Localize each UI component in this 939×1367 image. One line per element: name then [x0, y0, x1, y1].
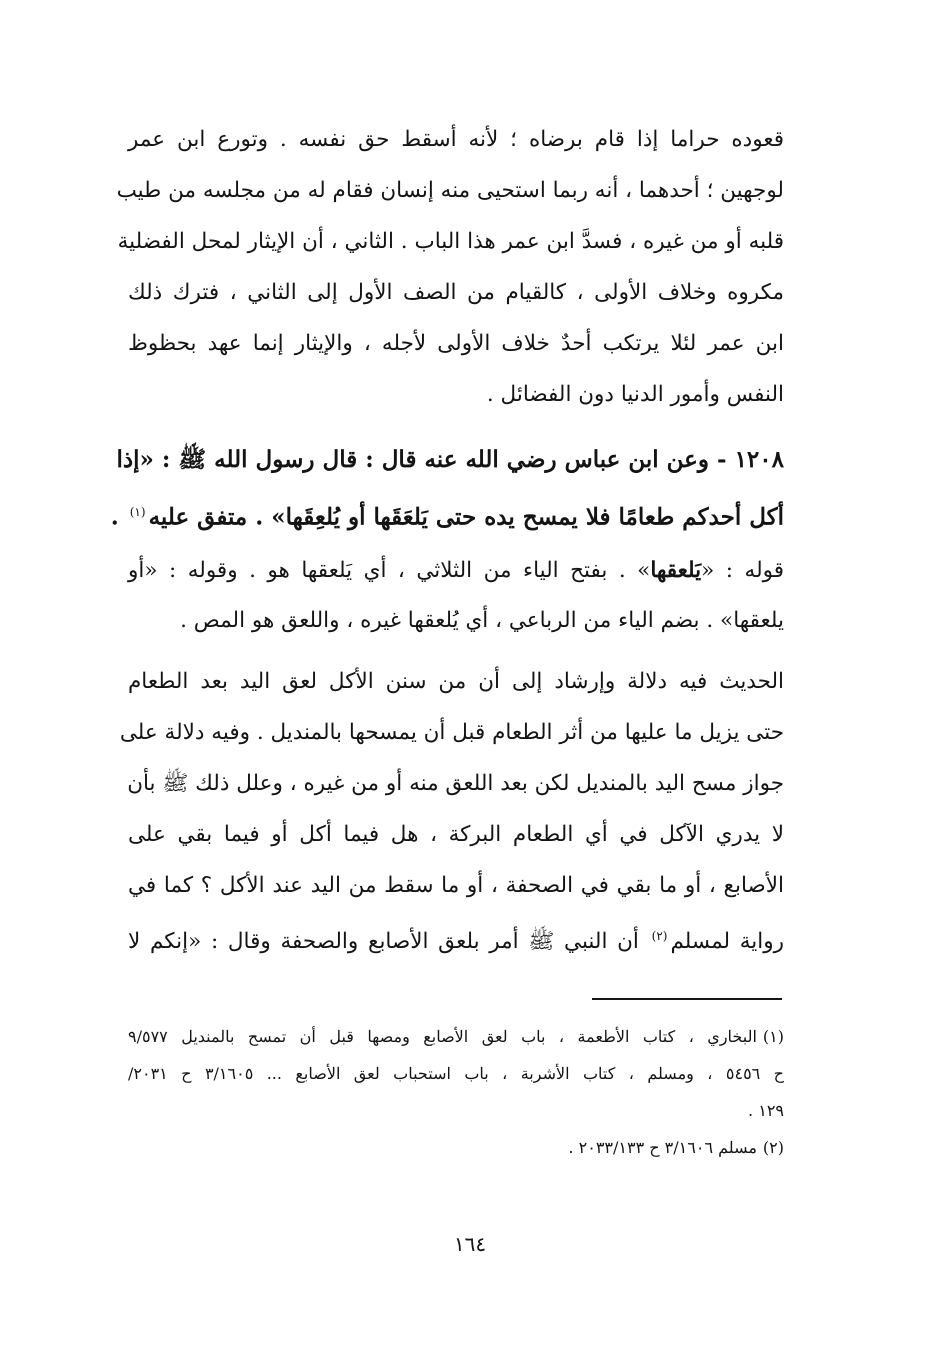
text-prefix: قوله : « [701, 558, 784, 583]
footnote-ref-1[interactable]: (١) [129, 505, 146, 519]
footnote-1-line [128, 1018, 784, 1055]
text-line [128, 546, 784, 596]
hadith-line: ١٢٠٨ - وعن ابن عباس رضي الله عنه قال : قال رسول الله ﷺ : «إذا [116, 446, 784, 473]
keyword: يَلعقها [650, 558, 702, 583]
text-line: الحديث فيه دلالة وإرشاد إلى أن من سنن الأكل لعق اليد بعد الطعام [128, 669, 784, 694]
text-line: لا يدري الآكل في أي الطعام البركة ، هل فيما أكل أو فيما بقي على [128, 822, 784, 847]
text-line: يلعقها» . بضم الياء من الرباعي ، أي يُلعقها غيره ، واللعق هو المص . [180, 608, 784, 633]
hadith-line [110, 486, 784, 538]
footnote-separator [592, 998, 782, 1000]
footnote-ref-2[interactable]: (٢) [651, 929, 668, 943]
footnote-2-text: مسلم ٣/١٦٠٦ ح ٢٠٣٣/١٣٣ . [568, 1138, 757, 1157]
text-line: ابن عمر لئلا يرتكب أحدٌ خلاف الأولى لأجله ، والإيثار إنما عهد بحظوظ [128, 331, 784, 356]
paragraph-commentary-2 [119, 656, 785, 962]
text-line: قعوده حراما إذا قام برضاه ؛ لأنه أسقط حق نفسه . وتورع ابن عمر [128, 127, 784, 152]
hadith-text: أكل أحدكم طعامًا فلا يمسح يده حتى يَلعَقَها أو يُلعِقَها» . متفق عليه [148, 503, 784, 531]
footnote-1-line: ح ٥٤٥٦ ، ومسلم ، كتاب الأشربة ، باب استحباب لعق الأصابع ... ٣/١٦٠٥ ح ٢٠٣١/ [128, 1064, 785, 1083]
text-line: مكروه وخلاف الأولى ، كالقيام من الصف الأول إلى الثاني ، فترك ذلك [128, 280, 784, 305]
hadith-1208 [110, 434, 784, 538]
footnote-1-text: البخاري ، كتاب الأطعمة ، باب لعق الأصابع ومصها قبل أن تمسح بالمنديل ٩/٥٧٧ [128, 1027, 757, 1046]
text-line: جواز مسح اليد بالمنديل لكن بعد اللعق منه أو من غيره ، وعلل ذلك ﷺ بأن [127, 771, 784, 796]
period: . [110, 503, 119, 531]
text-suffix: أن النبي ﷺ أمر بلعق الأصابع والصحفة وقال : «إنكم لا [128, 929, 639, 955]
page-number: ١٦٤ [453, 1232, 487, 1256]
footnote-1-label: (١) [762, 1027, 784, 1046]
paragraph-commentary-1 [116, 114, 784, 420]
text-suffix: » . بفتح الياء من الثلاثي ، أي يَلعقها هو . وقوله : «أو [128, 558, 651, 583]
text-prefix: رواية لمسلم [670, 929, 785, 955]
footnote-1-line: ١٢٩ . [748, 1101, 784, 1120]
text-line [128, 911, 784, 962]
text-line: حتى يزيل ما عليها من أثر الطعام قبل أن يمسحها بالمنديل . وفيه دلالة على [119, 720, 784, 745]
footnotes [128, 1018, 784, 1166]
footnote-2-label: (٢) [762, 1138, 784, 1157]
text-line: قلبه أو من غيره ، فسدَّ ابن عمر هذا الباب . الثاني ، أن الإيثار لمحل الفضلية [117, 229, 784, 254]
text-line: الأصابع ، أو ما بقي في الصحفة ، أو ما سقط من اليد عند الأكل ؟ كما في [128, 873, 784, 898]
footnote-2-line [128, 1129, 784, 1166]
paragraph-wording-note [128, 546, 784, 646]
text-line: لوجهين ؛ أحدهما ، أنه ربما استحيى منه إنسان فقام له من مجلسه من طيب [116, 178, 784, 203]
text-line: النفس وأمور الدنيا دون الفضائل . [486, 382, 784, 407]
